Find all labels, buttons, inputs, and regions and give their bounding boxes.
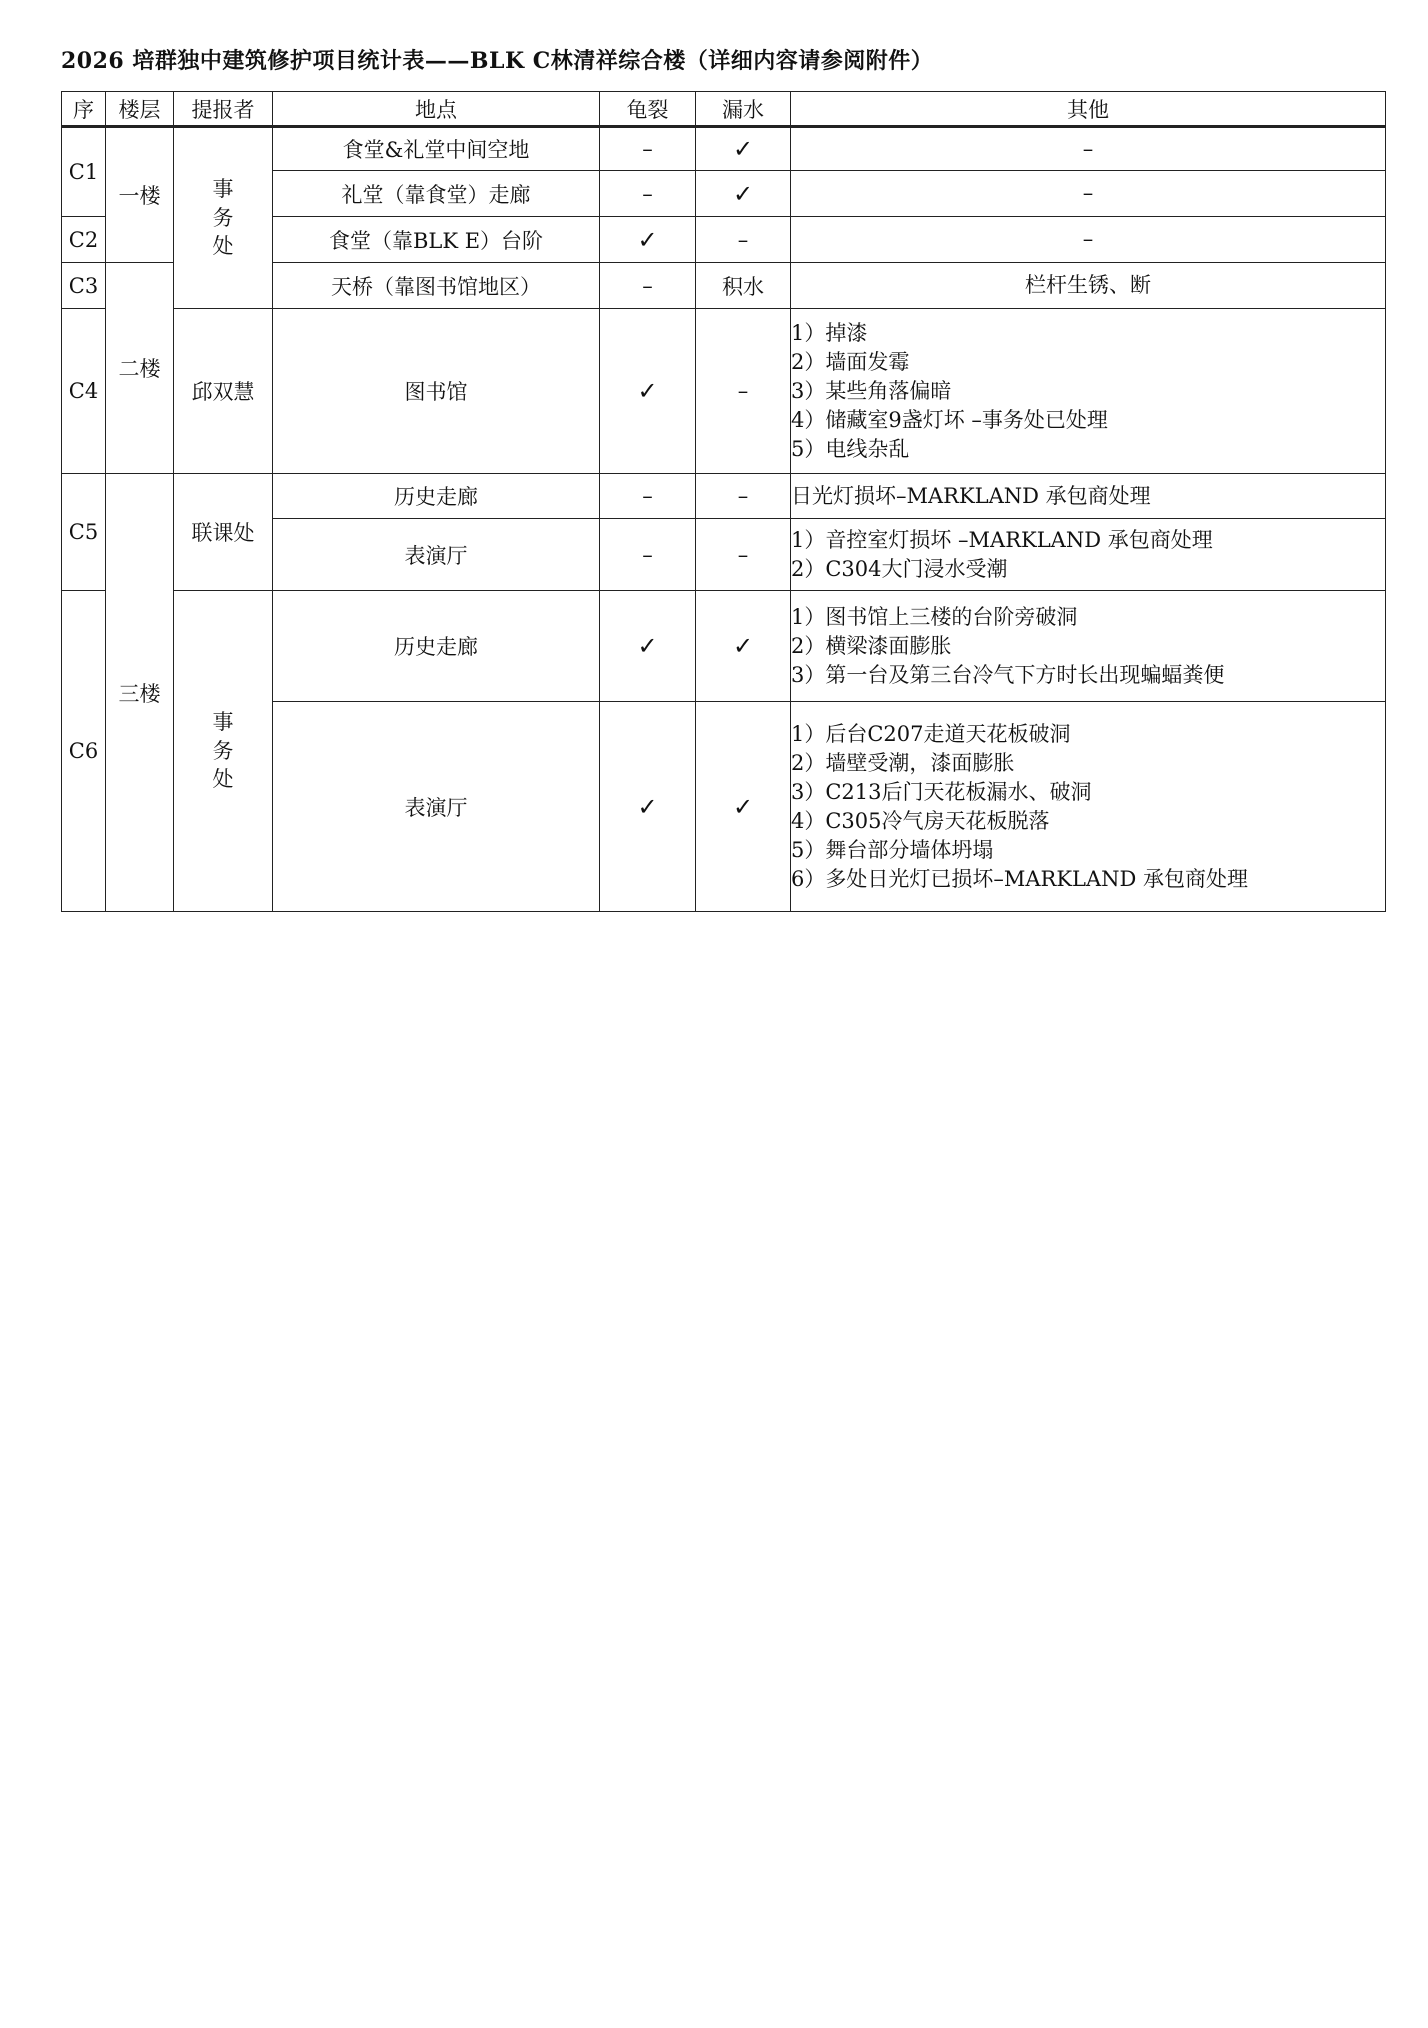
note-line: 5）舞台部分墙体坍塌 xyxy=(791,837,994,862)
location-cell: 历史走廊 xyxy=(273,591,600,702)
leak-cell: – xyxy=(696,474,791,519)
note-line: 5）电线杂乱 xyxy=(791,436,910,461)
note-line: 2）横梁漆面膨胀 xyxy=(791,633,952,658)
location-cell: 食堂（靠BLK E）台阶 xyxy=(273,217,600,263)
reporter-cell-1 xyxy=(174,127,273,309)
header-reporter: 提报者 xyxy=(174,92,273,127)
notes-cell xyxy=(791,217,1386,263)
notes-cell xyxy=(791,127,1386,171)
notes-cell xyxy=(791,263,1386,309)
header-location: 地点 xyxy=(273,92,600,127)
location-cell: 表演厅 xyxy=(273,519,600,591)
crack-cell: ✓ xyxy=(600,702,696,912)
reporter-label: 事务处 xyxy=(212,710,234,792)
leak-cell: ✓ xyxy=(696,702,791,912)
note-line: – xyxy=(1082,227,1094,251)
note-line: 1）掉漆 xyxy=(791,320,868,345)
notes-cell xyxy=(791,702,1386,912)
note-line: 6）多处日光灯已损坏–MARKLAND 承包商处理 xyxy=(791,866,1249,891)
note-line: 2）C304大门浸水受潮 xyxy=(791,556,1008,581)
note-line: 2）墙面发霉 xyxy=(791,349,910,374)
leak-cell: ✓ xyxy=(696,127,791,171)
leak-cell: – xyxy=(696,309,791,474)
note-line: 1）音控室灯损坏 –MARKLAND 承包商处理 xyxy=(791,527,1213,552)
group-label-c4: C4 xyxy=(62,309,106,474)
crack-cell: ✓ xyxy=(600,217,696,263)
table-row xyxy=(62,127,1386,171)
crack-cell: – xyxy=(600,263,696,309)
note-line: 栏杆生锈、断 xyxy=(1025,273,1151,297)
table-row xyxy=(62,309,1386,474)
group-label-c3: C3 xyxy=(62,263,106,309)
note-line: 4）C305冷气房天花板脱落 xyxy=(791,808,1050,833)
location-cell: 图书馆 xyxy=(273,309,600,474)
crack-cell: ✓ xyxy=(600,591,696,702)
leak-cell: 积水 xyxy=(696,263,791,309)
header-floor: 楼层 xyxy=(106,92,174,127)
notes-cell xyxy=(791,591,1386,702)
note-line: 3）C213后门天花板漏水、破洞 xyxy=(791,779,1092,804)
crack-cell: ✓ xyxy=(600,309,696,474)
reporter-cell-3: 联课处 xyxy=(174,474,273,591)
note-line: 1）后台C207走道天花板破洞 xyxy=(791,721,1071,746)
group-label-c1: C1 xyxy=(62,127,106,217)
note-line: 3）第一台及第三台冷气下方时长出现蝙蝠粪便 xyxy=(791,662,1225,687)
notes-cell xyxy=(791,171,1386,217)
document-title: 2026 培群独中建筑修护项目统计表——BLK C林清祥综合楼（详细内容请参阅附件） xyxy=(61,48,934,74)
header-other: 其他 xyxy=(791,92,1386,127)
location-cell: 天桥（靠图书馆地区） xyxy=(273,263,600,309)
floor-label-3: 三楼 xyxy=(106,474,174,912)
crack-cell: – xyxy=(600,474,696,519)
leak-cell: – xyxy=(696,217,791,263)
group-label-c2: C2 xyxy=(62,217,106,263)
crack-cell: – xyxy=(600,127,696,171)
notes-cell xyxy=(791,309,1386,474)
floor-label-1: 一楼 xyxy=(106,127,174,263)
group-label-c5: C5 xyxy=(62,474,106,591)
crack-cell: – xyxy=(600,171,696,217)
table-row xyxy=(62,591,1386,702)
group-label-c6: C6 xyxy=(62,591,106,912)
note-line: 1）图书馆上三楼的台阶旁破洞 xyxy=(791,604,1078,629)
note-line: 2）墙壁受潮，漆面膨胀 xyxy=(791,750,1015,775)
leak-cell: ✓ xyxy=(696,171,791,217)
leak-cell: ✓ xyxy=(696,591,791,702)
header-leak: 漏水 xyxy=(696,92,791,127)
location-cell: 表演厅 xyxy=(273,702,600,912)
reporter-label: 事务处 xyxy=(212,177,234,259)
note-line: 4）储藏室9盏灯坏 –事务处已处理 xyxy=(791,407,1108,432)
crack-cell: – xyxy=(600,519,696,591)
location-cell: 礼堂（靠食堂）走廊 xyxy=(273,171,600,217)
repair-statistics-table xyxy=(61,91,1386,912)
location-cell: 历史走廊 xyxy=(273,474,600,519)
note-line: 日光灯损坏–MARKLAND 承包商处理 xyxy=(791,483,1151,508)
floor-label-2: 二楼 xyxy=(106,263,174,474)
table-header-row xyxy=(62,92,1386,127)
header-crack: 龟裂 xyxy=(600,92,696,127)
notes-cell xyxy=(791,519,1386,591)
reporter-cell-4 xyxy=(174,591,273,912)
reporter-cell-2: 邱双慧 xyxy=(174,309,273,474)
note-line: – xyxy=(1082,136,1094,161)
table-row xyxy=(62,474,1386,519)
leak-cell: – xyxy=(696,519,791,591)
note-line: 3）某些角落偏暗 xyxy=(791,378,952,403)
header-seq: 序 xyxy=(62,92,106,127)
location-cell: 食堂&礼堂中间空地 xyxy=(273,127,600,171)
notes-cell xyxy=(791,474,1386,519)
note-line: – xyxy=(1082,181,1094,205)
